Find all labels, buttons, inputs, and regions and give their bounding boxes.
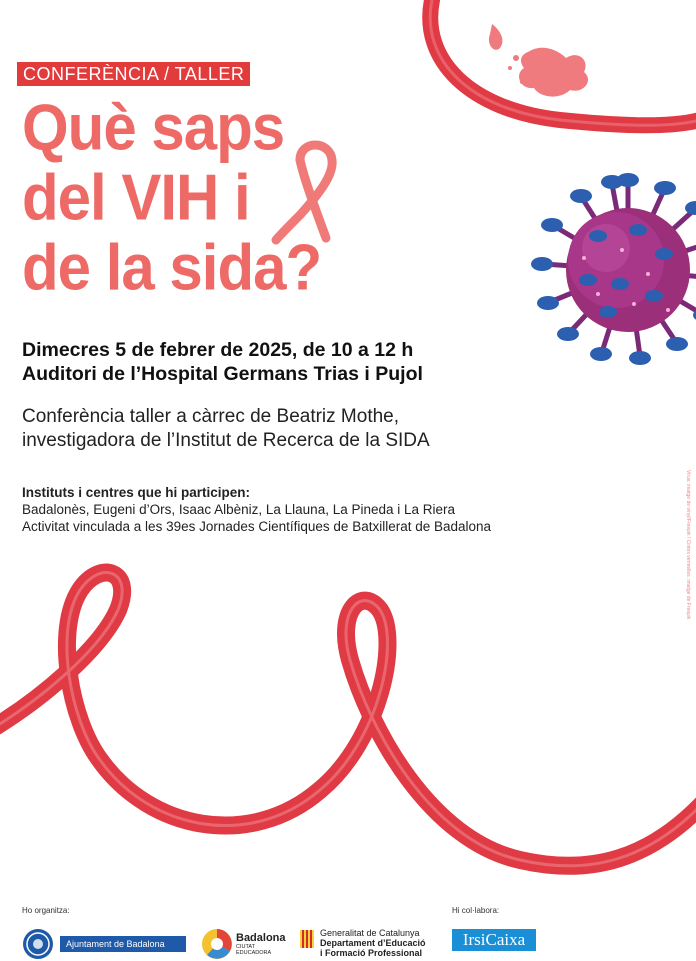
participants-heading: Instituts i centres que hi participen: bbox=[22, 485, 251, 500]
title-line-2: del VIH i bbox=[22, 161, 250, 234]
participants-block bbox=[22, 484, 491, 535]
activity-note: Activitat vinculada a les 39es Jornades Científiques de Batxillerat de Badalona bbox=[22, 519, 492, 534]
event-date: Dimecres 5 de febrer de 2025, de 10 a 12 h bbox=[22, 339, 414, 361]
irsicaixa-logo: IrsiCaixa bbox=[452, 929, 536, 951]
description-line-1: Conferència taller a càrrec de Beatriz Mothe, bbox=[22, 406, 400, 427]
generalitat-logo bbox=[300, 930, 314, 948]
event-type-tag: CONFERÈNCIA / TALLER bbox=[17, 62, 250, 86]
organizes-label: Ho organitza: bbox=[22, 906, 70, 915]
virus-illustration bbox=[531, 173, 696, 365]
page-title bbox=[22, 90, 322, 304]
paint-splash bbox=[489, 24, 588, 97]
event-details bbox=[22, 338, 423, 386]
badalona-educadora-logo bbox=[202, 929, 232, 959]
event-description bbox=[22, 405, 430, 453]
generalitat-line-2: Departament d’Educació bbox=[320, 938, 426, 948]
title-line-1: Què saps bbox=[22, 91, 285, 164]
badalona-name: Badalona bbox=[236, 932, 286, 944]
generalitat-text bbox=[320, 928, 426, 958]
title-line-3: de la sida? bbox=[22, 231, 322, 304]
ajuntament-logo: Ajuntament de Badalona bbox=[60, 936, 186, 952]
badalona-educadora-text bbox=[236, 932, 286, 956]
ajuntament-seal bbox=[23, 929, 53, 959]
description-line-2: investigadora de l’Institut de Recerca de la SIDA bbox=[22, 430, 430, 451]
image-credit: Virus: imatge de vinyl/Freepik / Cintes vermelles: imatge de Freepik bbox=[685, 470, 691, 620]
badalona-sub1: CIUTAT bbox=[236, 944, 256, 950]
generalitat-line-3: i Formació Professional bbox=[320, 948, 423, 958]
badalona-sub2: EDUCADORA bbox=[236, 950, 272, 956]
generalitat-line-1: Generalitat de Catalunya bbox=[320, 928, 420, 938]
collaborates-label: Hi col·labora: bbox=[452, 906, 500, 915]
event-venue: Auditori de l’Hospital Germans Trias i Pujol bbox=[22, 363, 423, 385]
participants-list: Badalonès, Eugeni d’Ors, Isaac Albèniz, La Llauna, La Pineda i La Riera bbox=[22, 502, 456, 517]
